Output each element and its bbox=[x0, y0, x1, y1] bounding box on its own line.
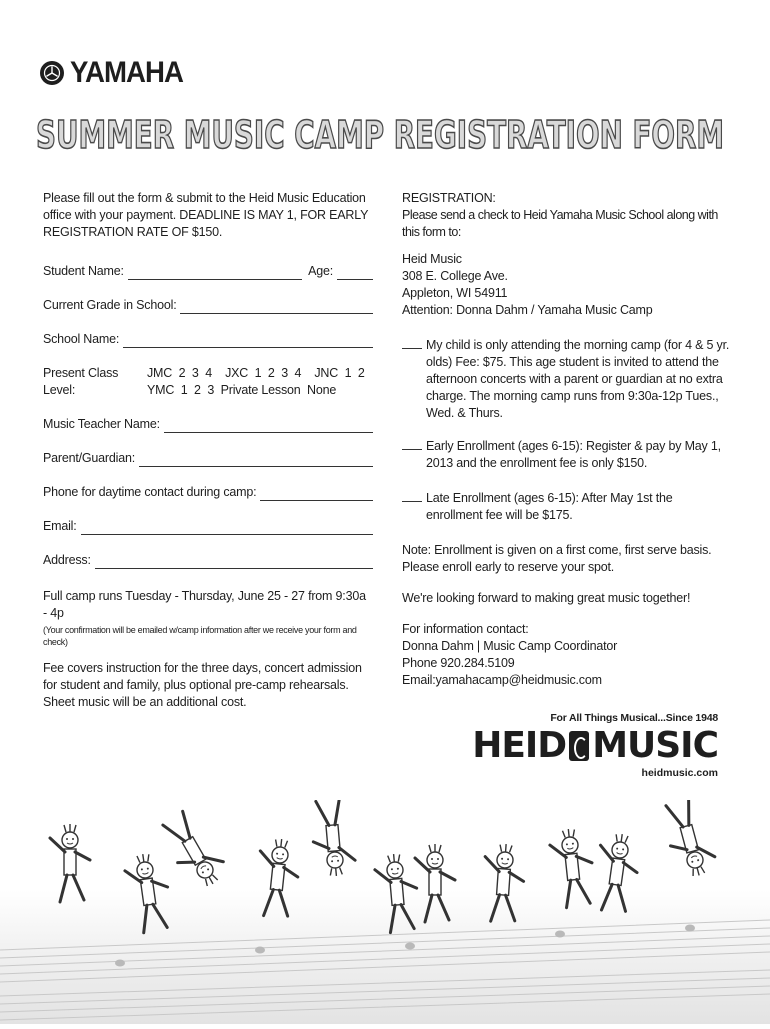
class-level-options-1[interactable]: JMC 2 3 4 JXC 1 2 3 4 JNC 1 2 bbox=[147, 366, 365, 380]
yamaha-brand bbox=[40, 56, 193, 90]
phone-field[interactable] bbox=[260, 488, 373, 501]
option-text: Late Enrollment (ages 6-15): After May 1st the enrollment fee will be $175. bbox=[426, 491, 673, 522]
address-label: Address: bbox=[43, 553, 91, 567]
music-teacher-field[interactable] bbox=[164, 420, 373, 433]
mailing-address bbox=[402, 251, 732, 319]
heid-music-mark-icon bbox=[569, 731, 589, 761]
looking-forward-text: We're looking forward to making great music together! bbox=[402, 591, 691, 605]
option-checkbox-line[interactable] bbox=[402, 438, 422, 450]
dancing-musicians-illustration bbox=[0, 800, 770, 1024]
grade-row bbox=[43, 297, 373, 314]
email-label: Email: bbox=[43, 519, 77, 533]
heid-url[interactable]: heidmusic.com bbox=[641, 767, 718, 779]
class-level-row bbox=[43, 365, 373, 399]
contact-info bbox=[402, 621, 732, 689]
grade-label: Current Grade in School: bbox=[43, 298, 177, 312]
option-text: My child is only attending the morning camp (for 4 & 5 yr. olds) Fee: $75. This age student is invited to attend the afternoon concerts with a parent or guardian at no extra charge. The morning camp runs from 9:30a-12p Tues., Wed. & Thurs. bbox=[426, 338, 730, 420]
student-name-label: Student Name: bbox=[43, 264, 124, 278]
option-checkbox-line[interactable] bbox=[402, 490, 422, 502]
grade-field[interactable] bbox=[180, 301, 373, 314]
age-label: Age: bbox=[308, 264, 333, 278]
parent-row bbox=[43, 450, 373, 467]
address-row bbox=[43, 552, 373, 569]
option-checkbox-line[interactable] bbox=[402, 337, 422, 349]
page-title-text: SUMMER MUSIC CAMP REGISTRATION FORM bbox=[36, 113, 724, 157]
age-field[interactable] bbox=[337, 267, 373, 280]
enrollment-note bbox=[402, 542, 732, 576]
heid-logo-left: HEID bbox=[472, 725, 567, 766]
school-row bbox=[43, 331, 373, 348]
registration-heading: REGISTRATION: bbox=[402, 191, 496, 205]
option-morning-camp bbox=[402, 337, 732, 422]
yamaha-wordmark: YAMAHA bbox=[70, 56, 184, 89]
student-name-field[interactable] bbox=[128, 267, 302, 280]
music-teacher-row bbox=[43, 416, 373, 433]
option-text: Early Enrollment (ages 6-15): Register & pay by May 1, 2013 and the enrollment fee is only $150. bbox=[426, 439, 721, 470]
address-line: Appleton, WI 54911 bbox=[402, 286, 508, 300]
intro-text: Please fill out the form & submit to the Heid Music Education office with your payment. DEADLINE IS MAY 1, FOR EARLY REGISTRATION RATE OF $150. bbox=[43, 191, 368, 239]
class-level-label: Present Class Level: bbox=[43, 366, 119, 397]
class-level-options-2[interactable]: YMC 1 2 3 Private Lesson None bbox=[147, 383, 337, 397]
registration-text: Please send a check to Heid Yamaha Music School along with this form to: bbox=[402, 208, 718, 239]
heid-music-brand bbox=[472, 712, 718, 779]
address-line: Heid Music bbox=[402, 252, 462, 266]
student-name-row bbox=[43, 263, 373, 280]
contact-line: For information contact: bbox=[402, 622, 529, 636]
contact-email[interactable]: Email:yamahacamp@heidmusic.com bbox=[402, 673, 602, 687]
page-title bbox=[36, 100, 736, 166]
address-line: Attention: Donna Dahm / Yamaha Music Camp bbox=[402, 303, 653, 317]
heid-tagline: For All Things Musical...Since 1948 bbox=[550, 712, 718, 724]
fee-note: Fee covers instruction for the three days, concert admission for student and family, plus optional pre-camp rehearsals. Sheet music will be an additional cost. bbox=[43, 661, 362, 709]
note-line: Note: Enrollment is given on a first come, first serve basis. bbox=[402, 543, 712, 557]
phone-row bbox=[43, 484, 373, 501]
confirmation-note: (Your confirmation will be emailed w/camp information after we receive your form and check) bbox=[43, 625, 357, 647]
note-line: Please enroll early to reserve your spot. bbox=[402, 560, 615, 574]
heid-logo-right: MUSIC bbox=[592, 725, 718, 766]
contact-line: Donna Dahm | Music Camp Coordinator bbox=[402, 639, 618, 653]
phone-label: Phone for daytime contact during camp: bbox=[43, 485, 257, 499]
info-column bbox=[402, 190, 732, 689]
form-column bbox=[43, 190, 373, 711]
heid-music-logo bbox=[472, 725, 718, 766]
address-line: 308 E. College Ave. bbox=[402, 269, 508, 283]
parent-field[interactable] bbox=[139, 454, 373, 467]
email-row bbox=[43, 518, 373, 535]
yamaha-tuning-fork-icon bbox=[40, 61, 64, 85]
parent-label: Parent/Guardian: bbox=[43, 451, 135, 465]
school-field[interactable] bbox=[123, 335, 373, 348]
option-late-enrollment bbox=[402, 490, 732, 524]
option-early-enrollment bbox=[402, 438, 732, 472]
address-field[interactable] bbox=[95, 556, 373, 569]
school-label: School Name: bbox=[43, 332, 120, 346]
contact-line: Phone 920.284.5109 bbox=[402, 656, 515, 670]
camp-runs-text: Full camp runs Tuesday - Thursday, June 25 - 27 from 9:30a - 4p bbox=[43, 589, 366, 620]
music-teacher-label: Music Teacher Name: bbox=[43, 417, 160, 431]
email-field[interactable] bbox=[81, 522, 373, 535]
